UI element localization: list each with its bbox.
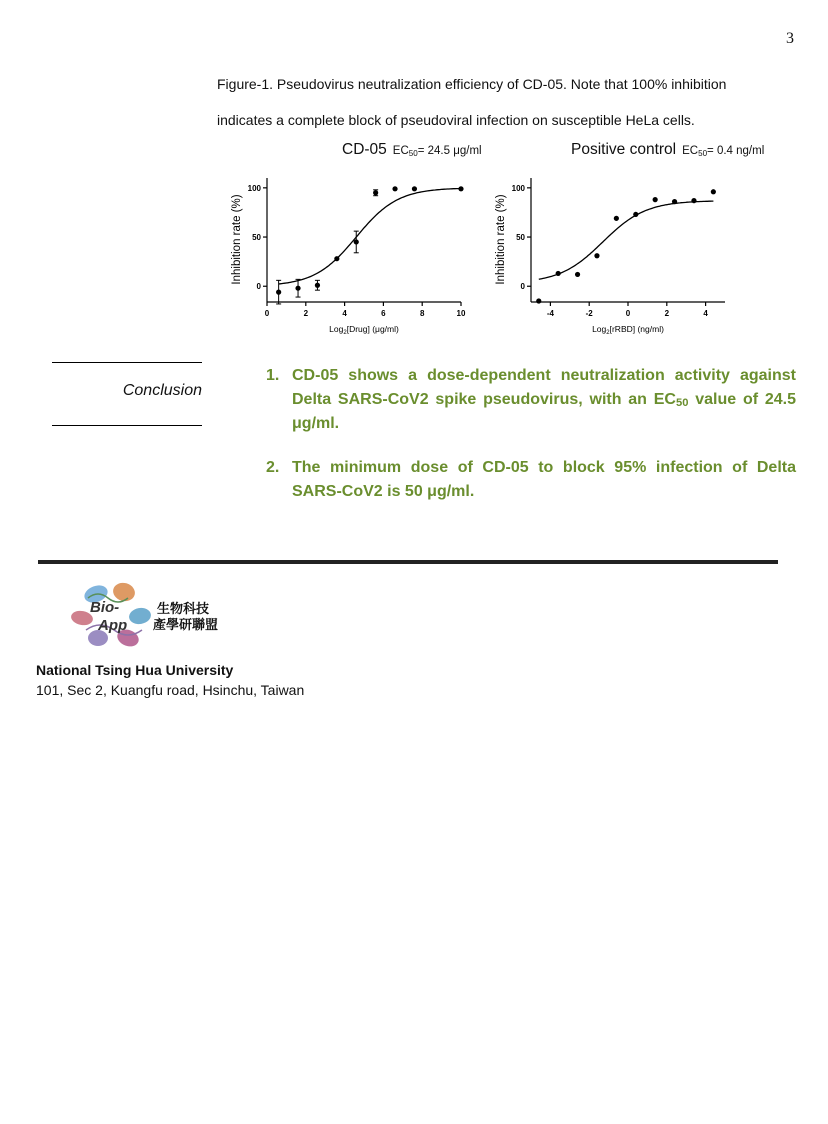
data-point xyxy=(412,186,417,191)
x-tick-label: 10 xyxy=(456,309,466,318)
data-point xyxy=(334,256,339,261)
chart-1-title xyxy=(342,141,482,159)
chart-1-name: CD-05 xyxy=(342,141,387,158)
x-tick-label: 2 xyxy=(664,309,670,318)
data-point xyxy=(594,253,599,258)
section-divider xyxy=(38,560,778,564)
data-point xyxy=(633,212,638,217)
data-point xyxy=(614,216,619,221)
alliance-name-line-1: 生物科技 xyxy=(157,602,210,617)
x-axis-label: Log$_2$[rRBD] (ng/ml) xyxy=(592,324,664,336)
data-point xyxy=(373,190,378,195)
data-point xyxy=(711,189,716,194)
logo-text-app: App xyxy=(98,617,128,634)
conclusion-bottom-rule xyxy=(52,425,202,426)
caption-line-1: Figure-1. Pseudovirus neutralization efficiency of CD-05. Note that 100% inhibition xyxy=(217,76,727,92)
conclusion-item-1 xyxy=(266,364,796,436)
positive-control-dose-response-chart xyxy=(486,168,742,340)
chart-2-name: Positive control xyxy=(571,141,677,158)
data-point xyxy=(672,199,677,204)
university-address: 101, Sec 2, Kuangfu road, Hsinchu, Taiwan xyxy=(36,682,305,698)
chart-1-ec50: $EC_{50}= 24.5$ μg/ml xyxy=(392,145,482,158)
fit-curve xyxy=(539,201,714,279)
x-tick-label: 8 xyxy=(419,309,425,318)
university-name: National Tsing Hua University xyxy=(36,662,234,678)
logo-text-bio: Bio- xyxy=(90,599,120,616)
y-axis-label: Inhibition rate (%) xyxy=(231,194,243,285)
alliance-name xyxy=(153,602,218,634)
bio-app-logo xyxy=(68,578,164,652)
x-tick-label: 6 xyxy=(381,309,386,318)
x-tick-label: -4 xyxy=(546,309,554,318)
fit-curve xyxy=(279,189,461,285)
x-tick-label: 4 xyxy=(703,309,708,318)
data-point xyxy=(575,272,580,277)
item-number: 2. xyxy=(266,459,280,476)
figure-caption xyxy=(217,66,807,138)
data-point xyxy=(354,239,359,244)
page-number: 3 xyxy=(786,30,794,47)
y-tick-label: 50 xyxy=(516,233,525,243)
caption-line-2: indicates a complete block of pseudoviral infection on susceptible HeLa cells. xyxy=(217,112,695,128)
y-tick-label: 100 xyxy=(511,183,525,193)
item-text: The minimum dose of CD-05 to block 95% infection of Delta SARS-CoV2 is 50 μg/ml. xyxy=(292,459,796,500)
x-tick-label: 0 xyxy=(264,309,270,318)
conclusion-item-2 xyxy=(266,456,796,504)
x-tick-label: 0 xyxy=(625,309,631,318)
data-point xyxy=(295,286,300,291)
item-text: CD-05 shows a dose-dependent neutralization activity against Delta SARS-CoV2 spike pseudovirus, with an $EC_{50}$ value of 24.5 μg/ml. xyxy=(292,367,796,432)
cd05-dose-response-chart xyxy=(222,168,484,340)
data-point xyxy=(556,271,561,276)
data-point xyxy=(653,197,658,202)
x-tick-label: 2 xyxy=(303,309,309,318)
data-point xyxy=(392,186,397,191)
y-axis-label: Inhibition rate (%) xyxy=(495,194,507,285)
y-tick-label: 50 xyxy=(252,233,261,243)
conclusion-label: Conclusion xyxy=(122,382,202,399)
x-axis-label: Log$_2$[Drug] (μg/ml) xyxy=(329,324,399,336)
item-number: 1. xyxy=(266,367,280,384)
data-point xyxy=(315,283,320,288)
x-tick-label: -2 xyxy=(585,309,593,318)
y-tick-label: 100 xyxy=(247,183,261,193)
data-point xyxy=(458,186,463,191)
data-point xyxy=(691,198,696,203)
y-tick-label: 0 xyxy=(256,282,261,292)
chart-2-ec50: $EC_{50}= 0.4$ ng/ml xyxy=(682,145,765,158)
y-tick-label: 0 xyxy=(520,282,525,292)
alliance-name-line-2: 產學研聯盟 xyxy=(153,618,219,633)
data-point xyxy=(276,290,281,295)
chart-2-title xyxy=(571,141,764,159)
data-point xyxy=(536,298,541,303)
conclusion-list xyxy=(266,364,796,504)
x-tick-label: 4 xyxy=(342,309,347,318)
conclusion-top-rule xyxy=(52,362,202,363)
